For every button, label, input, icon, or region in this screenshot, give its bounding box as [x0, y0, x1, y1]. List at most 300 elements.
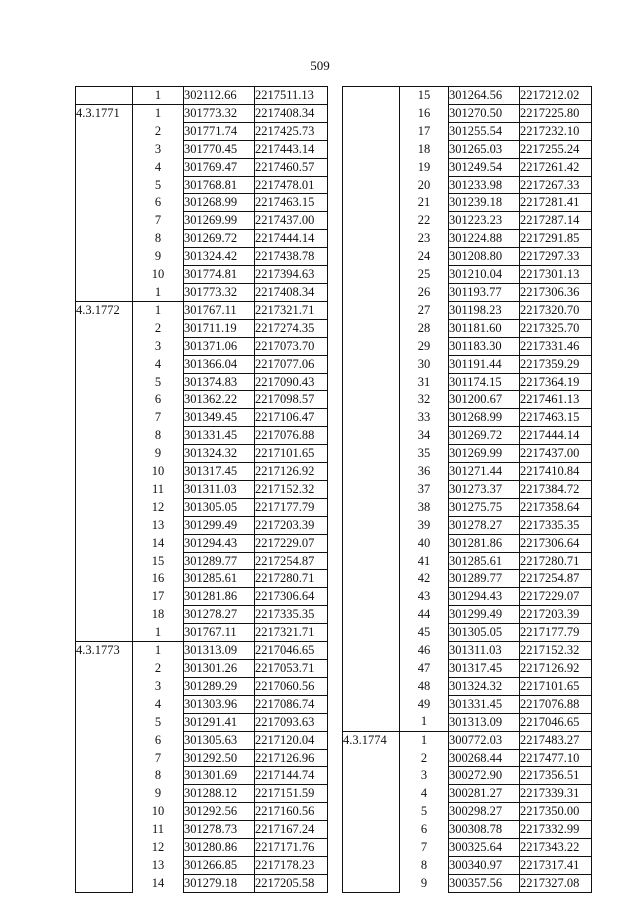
x-coordinate-cell: 301292.50: [184, 749, 255, 767]
x-coordinate-cell: 301289.29: [184, 677, 255, 695]
point-number-cell: 26: [417, 284, 431, 299]
x-coordinate-cell: 301249.54: [449, 158, 520, 176]
point-number-cell: 5: [154, 714, 162, 729]
parcel-id-cell: [343, 122, 400, 140]
y-coordinate-cell: 2217101.65: [520, 677, 592, 695]
parcel-id-cell: [343, 767, 400, 785]
y-coordinate-cell: 2217126.92: [255, 463, 328, 481]
y-coordinate-cell: 2217358.64: [520, 498, 592, 516]
y-coordinate-cell: 2217364.19: [520, 373, 592, 391]
parcel-id-cell: [76, 570, 133, 588]
x-coordinate-cell: 301294.43: [449, 588, 520, 606]
x-coordinate-cell: 301181.60: [449, 319, 520, 337]
table-row: [343, 498, 592, 516]
page-number: 509: [310, 58, 330, 73]
point-number-cell: 31: [417, 374, 431, 389]
table-row: [76, 301, 328, 319]
table-row: [343, 713, 592, 731]
y-coordinate-cell: 2217261.42: [520, 158, 592, 176]
y-coordinate-cell: 2217350.00: [520, 803, 592, 821]
table-row: [343, 803, 592, 821]
parcel-id-cell: [343, 552, 400, 570]
y-coordinate-cell: 2217076.88: [520, 695, 592, 713]
point-number-cell: 5: [154, 177, 162, 192]
point-number-cell: 41: [417, 553, 431, 568]
y-coordinate-cell: 2217384.72: [520, 480, 592, 498]
point-number-cell: 33: [417, 410, 431, 425]
table-row: [76, 176, 328, 194]
point-number-cell: 1: [133, 301, 184, 319]
table-row: [343, 856, 592, 874]
x-coordinate-cell: 301210.04: [449, 266, 520, 284]
table-row: [76, 266, 328, 284]
table-row: [76, 283, 328, 301]
parcel-id-cell: [343, 749, 400, 767]
table-row: [76, 821, 328, 839]
y-coordinate-cell: 2217463.15: [520, 409, 592, 427]
x-coordinate-cell: 301289.77: [184, 552, 255, 570]
y-coordinate-cell: 2217437.00: [255, 212, 328, 230]
y-coordinate-cell: 2217171.76: [255, 839, 328, 857]
y-coordinate-cell: 2217443.14: [255, 140, 328, 158]
point-number-cell: 24: [417, 249, 431, 264]
parcel-id-cell: [343, 785, 400, 803]
table-row: [76, 570, 328, 588]
table-row: [76, 194, 328, 212]
parcel-id-cell: [343, 266, 400, 284]
parcel-id-cell: [343, 337, 400, 355]
table-row: [343, 391, 592, 409]
point-number-cell: 29: [417, 338, 431, 353]
table-row: [343, 409, 592, 427]
point-number-cell: 15: [151, 553, 165, 568]
y-coordinate-cell: 2217120.04: [255, 731, 328, 749]
point-number-cell: 18: [151, 607, 165, 622]
y-coordinate-cell: 2217317.41: [520, 856, 592, 874]
point-number-cell: 28: [417, 320, 431, 335]
x-coordinate-cell: 301208.80: [449, 248, 520, 266]
x-coordinate-cell: 301269.99: [184, 212, 255, 230]
y-coordinate-cell: 2217359.29: [520, 355, 592, 373]
y-coordinate-cell: 2217460.57: [255, 158, 328, 176]
parcel-id-cell: [76, 480, 133, 498]
point-number-cell: 1: [154, 624, 162, 639]
table-row: [76, 427, 328, 445]
x-coordinate-cell: 301773.32: [184, 283, 255, 301]
table-row: [76, 409, 328, 427]
x-coordinate-cell: 300268.44: [449, 749, 520, 767]
table-row: [343, 516, 592, 534]
point-number-cell: 8: [154, 428, 162, 443]
parcel-id-cell: [76, 337, 133, 355]
y-coordinate-cell: 2217160.56: [255, 803, 328, 821]
table-row: [76, 445, 328, 463]
point-number-cell: 8: [154, 231, 162, 246]
point-number-cell: 3: [154, 338, 162, 353]
x-coordinate-cell: 301268.99: [449, 409, 520, 427]
x-coordinate-cell: 301349.45: [184, 409, 255, 427]
parcel-id-cell: [343, 445, 400, 463]
x-coordinate-cell: 301183.30: [449, 337, 520, 355]
point-number-cell: 7: [154, 213, 162, 228]
x-coordinate-cell: 300298.27: [449, 803, 520, 821]
point-number-cell: 2: [154, 123, 162, 138]
point-number-cell: 12: [151, 499, 165, 514]
y-coordinate-cell: 2217203.39: [255, 516, 328, 534]
parcel-id-cell: [76, 552, 133, 570]
x-coordinate-cell: 301767.11: [184, 301, 255, 319]
point-number-cell: 6: [154, 732, 162, 747]
parcel-id-cell: [76, 803, 133, 821]
point-number-cell: 8: [154, 768, 162, 783]
point-number-cell: 3: [154, 678, 162, 693]
x-coordinate-cell: 301768.81: [184, 176, 255, 194]
parcel-id-cell: [76, 463, 133, 481]
parcel-id-cell: [76, 319, 133, 337]
x-coordinate-cell: 301291.41: [184, 713, 255, 731]
x-coordinate-cell: 301317.45: [184, 463, 255, 481]
x-coordinate-cell: 302112.66: [184, 87, 255, 105]
x-coordinate-cell: 301311.03: [449, 642, 520, 660]
x-coordinate-cell: 301271.44: [449, 463, 520, 481]
x-coordinate-cell: 301711.19: [184, 319, 255, 337]
parcel-id-cell: [76, 856, 133, 874]
y-coordinate-cell: 2217339.31: [520, 785, 592, 803]
table-row: [76, 695, 328, 713]
x-coordinate-cell: 301331.45: [449, 695, 520, 713]
point-number-cell: 37: [417, 481, 431, 496]
point-number-cell: 40: [417, 535, 431, 550]
x-coordinate-cell: 301317.45: [449, 660, 520, 678]
x-coordinate-cell: 301174.15: [449, 373, 520, 391]
table-row: [343, 104, 592, 122]
table-row: [343, 642, 592, 660]
x-coordinate-cell: 301285.61: [449, 552, 520, 570]
x-coordinate-cell: 301269.99: [449, 445, 520, 463]
x-coordinate-cell: 301773.32: [184, 104, 255, 122]
x-coordinate-cell: 301269.72: [449, 427, 520, 445]
x-coordinate-cell: 301313.09: [449, 713, 520, 731]
parcel-id-cell: [76, 248, 133, 266]
table-row: [76, 230, 328, 248]
table-row: [343, 122, 592, 140]
y-coordinate-cell: 2217203.39: [520, 606, 592, 624]
y-coordinate-cell: 2217152.32: [520, 642, 592, 660]
point-number-cell: 1: [133, 104, 184, 122]
table-row: [76, 498, 328, 516]
x-coordinate-cell: 300308.78: [449, 821, 520, 839]
y-coordinate-cell: 2217177.79: [255, 498, 328, 516]
point-number-cell: 6: [420, 822, 428, 837]
parcel-id-cell: [343, 373, 400, 391]
y-coordinate-cell: 2217320.70: [520, 301, 592, 319]
x-coordinate-cell: 301303.96: [184, 695, 255, 713]
point-number-cell: 5: [154, 374, 162, 389]
parcel-id-cell: [343, 87, 400, 105]
parcel-id-cell: [76, 212, 133, 230]
point-number-cell: 6: [154, 392, 162, 407]
x-coordinate-cell: 301301.69: [184, 767, 255, 785]
table-row: [343, 695, 592, 713]
y-coordinate-cell: 2217332.99: [520, 821, 592, 839]
parcel-id-cell: [343, 176, 400, 194]
y-coordinate-cell: 2217254.87: [520, 570, 592, 588]
y-coordinate-cell: 2217335.35: [255, 606, 328, 624]
x-coordinate-cell: 301285.61: [184, 570, 255, 588]
parcel-id-cell: [76, 749, 133, 767]
y-coordinate-cell: 2217343.22: [520, 839, 592, 857]
point-number-cell: 11: [151, 822, 165, 837]
table-row: [343, 606, 592, 624]
point-number-cell: 5: [420, 804, 428, 819]
y-coordinate-cell: 2217444.14: [520, 427, 592, 445]
y-coordinate-cell: 2217060.56: [255, 677, 328, 695]
parcel-id-cell: [343, 516, 400, 534]
table-row: [343, 283, 592, 301]
x-coordinate-cell: 301331.45: [184, 427, 255, 445]
table-row: [343, 87, 592, 105]
table-row: [76, 588, 328, 606]
table-row: [343, 248, 592, 266]
point-number-cell: 9: [420, 875, 428, 890]
y-coordinate-cell: 2217410.84: [520, 463, 592, 481]
x-coordinate-cell: 301324.42: [184, 248, 255, 266]
table-row: [343, 355, 592, 373]
point-number-cell: 19: [417, 159, 431, 174]
parcel-id-cell: [76, 230, 133, 248]
parcel-id-cell: [343, 498, 400, 516]
point-number-cell: 1: [133, 87, 184, 105]
table-row: [76, 874, 328, 892]
x-coordinate-cell: 301264.56: [449, 87, 520, 105]
parcel-id-cell: [76, 373, 133, 391]
x-coordinate-cell: 300357.56: [449, 874, 520, 892]
table-row: [76, 355, 328, 373]
parcel-id-cell: [343, 248, 400, 266]
table-row: [76, 624, 328, 642]
x-coordinate-cell: 301273.37: [449, 480, 520, 498]
table-row: [76, 606, 328, 624]
parcel-id-cell: [343, 570, 400, 588]
y-coordinate-cell: 2217076.88: [255, 427, 328, 445]
point-number-cell: 38: [417, 499, 431, 514]
y-coordinate-cell: 2217461.13: [520, 391, 592, 409]
point-number-cell: 1: [400, 731, 449, 749]
y-coordinate-cell: 2217205.58: [255, 874, 328, 892]
point-number-cell: 39: [417, 517, 431, 532]
point-number-cell: 6: [154, 195, 162, 210]
y-coordinate-cell: 2217151.59: [255, 785, 328, 803]
table-row: [343, 534, 592, 552]
point-number-cell: 17: [151, 589, 165, 604]
point-number-cell: 30: [417, 356, 431, 371]
x-coordinate-cell: 301281.86: [184, 588, 255, 606]
point-number-cell: 32: [417, 392, 431, 407]
x-coordinate-cell: 301767.11: [184, 624, 255, 642]
table-row: [76, 785, 328, 803]
y-coordinate-cell: 2217335.35: [520, 516, 592, 534]
x-coordinate-cell: 301191.44: [449, 355, 520, 373]
table-row: [76, 463, 328, 481]
x-coordinate-cell: 301266.85: [184, 856, 255, 874]
parcel-id-cell: [343, 409, 400, 427]
parcel-id-cell: [343, 283, 400, 301]
point-number-cell: 7: [420, 840, 428, 855]
y-coordinate-cell: 2217126.96: [255, 749, 328, 767]
y-coordinate-cell: 2217437.00: [520, 445, 592, 463]
table-row: [76, 104, 328, 122]
y-coordinate-cell: 2217098.57: [255, 391, 328, 409]
parcel-id-cell: [343, 677, 400, 695]
point-number-cell: 2: [154, 320, 162, 335]
parcel-id-cell: 4.3.1771: [76, 104, 133, 122]
x-coordinate-cell: 300281.27: [449, 785, 520, 803]
point-number-cell: 7: [154, 410, 162, 425]
y-coordinate-cell: 2217229.07: [520, 588, 592, 606]
parcel-id-cell: [76, 409, 133, 427]
point-number-cell: 22: [417, 213, 431, 228]
x-coordinate-cell: 301371.06: [184, 337, 255, 355]
x-coordinate-cell: 301774.81: [184, 266, 255, 284]
table-row: [76, 516, 328, 534]
table-row: [76, 319, 328, 337]
y-coordinate-cell: 2217394.63: [255, 266, 328, 284]
y-coordinate-cell: 2217331.46: [520, 337, 592, 355]
point-number-cell: 4: [154, 159, 162, 174]
parcel-id-cell: [76, 391, 133, 409]
y-coordinate-cell: 2217167.24: [255, 821, 328, 839]
point-number-cell: 4: [154, 696, 162, 711]
x-coordinate-cell: 301198.23: [449, 301, 520, 319]
y-coordinate-cell: 2217177.79: [520, 624, 592, 642]
table-row: [76, 839, 328, 857]
y-coordinate-cell: 2217254.87: [255, 552, 328, 570]
table-row: [343, 767, 592, 785]
y-coordinate-cell: 2217438.78: [255, 248, 328, 266]
parcel-id-cell: [76, 677, 133, 695]
x-coordinate-cell: 301224.88: [449, 230, 520, 248]
y-coordinate-cell: 2217229.07: [255, 534, 328, 552]
x-coordinate-cell: 301268.99: [184, 194, 255, 212]
parcel-id-cell: [343, 803, 400, 821]
parcel-id-cell: 4.3.1774: [343, 731, 400, 749]
x-coordinate-cell: 301281.86: [449, 534, 520, 552]
y-coordinate-cell: 2217301.13: [520, 266, 592, 284]
parcel-id-cell: [76, 785, 133, 803]
y-coordinate-cell: 2217408.34: [255, 104, 328, 122]
parcel-id-cell: [343, 606, 400, 624]
x-coordinate-cell: 300772.03: [449, 731, 520, 749]
table-row: [343, 821, 592, 839]
point-number-cell: 47: [417, 661, 431, 675]
parcel-id-cell: [76, 516, 133, 534]
x-coordinate-cell: 301255.54: [449, 122, 520, 140]
point-number-cell: 42: [417, 571, 431, 586]
point-number-cell: 8: [420, 857, 428, 872]
point-number-cell: 9: [154, 446, 162, 461]
y-coordinate-cell: 2217046.65: [520, 713, 592, 731]
table-row: [76, 677, 328, 695]
table-row: [343, 785, 592, 803]
table-row: [343, 445, 592, 463]
y-coordinate-cell: 2217325.70: [520, 319, 592, 337]
parcel-id-cell: [76, 140, 133, 158]
y-coordinate-cell: 2217178.23: [255, 856, 328, 874]
parcel-id-cell: [76, 767, 133, 785]
table-row: [76, 87, 328, 105]
y-coordinate-cell: 2217267.33: [520, 176, 592, 194]
table-row: [343, 480, 592, 498]
y-coordinate-cell: 2217321.71: [255, 624, 328, 642]
point-number-cell: 1: [133, 642, 184, 660]
x-coordinate-cell: 301288.12: [184, 785, 255, 803]
coordinate-table-left: [75, 86, 328, 893]
parcel-id-cell: [76, 158, 133, 176]
x-coordinate-cell: 301269.72: [184, 230, 255, 248]
point-number-cell: 4: [420, 786, 428, 801]
table-row: [343, 230, 592, 248]
point-number-cell: 13: [151, 517, 165, 532]
y-coordinate-cell: 2217086.74: [255, 695, 328, 713]
point-number-cell: 3: [154, 141, 162, 156]
point-number-cell: 9: [154, 786, 162, 801]
point-number-cell: 16: [417, 105, 431, 120]
x-coordinate-cell: 301278.73: [184, 821, 255, 839]
x-coordinate-cell: 300340.97: [449, 856, 520, 874]
table-row: [76, 642, 328, 660]
parcel-id-cell: [343, 158, 400, 176]
parcel-id-cell: [343, 660, 400, 678]
parcel-id-cell: [343, 427, 400, 445]
table-row: [76, 767, 328, 785]
table-row: [343, 660, 592, 678]
parcel-id-cell: [76, 283, 133, 301]
x-coordinate-cell: 301769.47: [184, 158, 255, 176]
parcel-id-cell: [343, 355, 400, 373]
y-coordinate-cell: 2217106.47: [255, 409, 328, 427]
point-number-cell: 15: [400, 87, 449, 105]
parcel-id-cell: [343, 874, 400, 892]
y-coordinate-cell: 2217274.35: [255, 319, 328, 337]
x-coordinate-cell: 301292.56: [184, 803, 255, 821]
parcel-id-cell: [343, 839, 400, 857]
table-row: [76, 713, 328, 731]
table-row: [76, 212, 328, 230]
point-number-cell: 35: [417, 446, 431, 461]
y-coordinate-cell: 2217046.65: [255, 642, 328, 660]
x-coordinate-cell: 300325.64: [449, 839, 520, 857]
point-number-cell: 10: [151, 267, 165, 282]
parcel-id-cell: [343, 856, 400, 874]
table-row: [343, 158, 592, 176]
table-row: [343, 552, 592, 570]
parcel-id-cell: [343, 821, 400, 839]
y-coordinate-cell: 2217281.41: [520, 194, 592, 212]
x-coordinate-cell: 301771.74: [184, 122, 255, 140]
parcel-id-cell: [76, 266, 133, 284]
x-coordinate-cell: 301278.27: [184, 606, 255, 624]
parcel-id-cell: [76, 606, 133, 624]
point-number-cell: 10: [151, 464, 165, 479]
y-coordinate-cell: 2217356.51: [520, 767, 592, 785]
y-coordinate-cell: 2217306.36: [520, 283, 592, 301]
table-row: [343, 677, 592, 695]
table-row: [343, 839, 592, 857]
point-number-cell: 2: [420, 750, 428, 765]
point-number-cell: 4: [154, 356, 162, 371]
y-coordinate-cell: 2217093.63: [255, 713, 328, 731]
point-number-cell: 17: [417, 123, 431, 138]
